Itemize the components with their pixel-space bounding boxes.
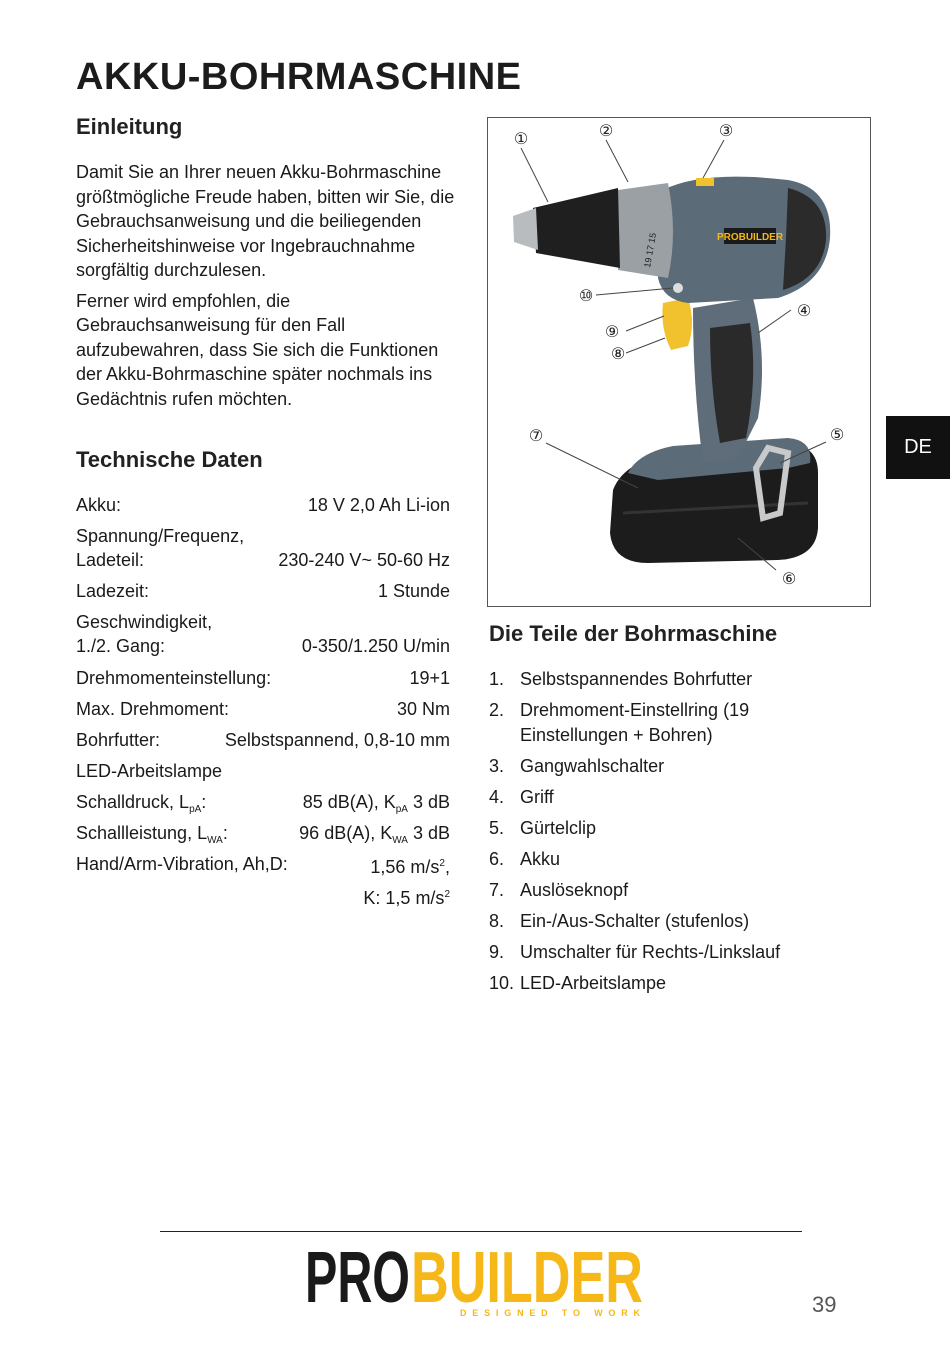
spec-label: Hand/Arm-Vibration, Ah,D: — [76, 854, 288, 874]
spec-label: LED-Arbeitslampe — [76, 761, 223, 781]
callout-10: ⑩ — [578, 286, 594, 305]
spec-label: Max. Drehmoment: — [76, 699, 230, 719]
callout-6: ⑥ — [781, 569, 797, 588]
intro-text — [76, 160, 468, 417]
page-number: 39 — [812, 1292, 837, 1317]
spec-label: Schallleistung, $L_{WA}$: — [76, 823, 228, 846]
spec-value: Selbstspannend, 0,8-10 mm — [224, 730, 450, 750]
spec-value: 30 Nm — [396, 699, 450, 719]
list-item: 7. Auslöseknopf — [489, 879, 629, 900]
parts-heading: Die Teile der Bohrmaschine — [489, 621, 778, 646]
callout-4: ④ — [796, 301, 812, 320]
callout-3: ③ — [718, 121, 734, 140]
callout-5: ⑤ — [829, 425, 845, 444]
chuck-tip — [513, 208, 538, 250]
callout-1: ① — [513, 129, 529, 148]
spec-label: Schalldruck, $L_{pA}$: — [76, 792, 207, 815]
spec-label: Geschwindigkeit, — [76, 612, 213, 632]
callout-9: ⑨ — [604, 322, 620, 341]
logo-tagline: DESIGNED TO WORK — [460, 1308, 640, 1318]
footer-divider — [160, 1231, 802, 1232]
intro-paragraph: Ferner wird empfohlen, die Gebrauchsanweisung für den Fall aufzubewahren, dass Sie sich die Funktionen der Akku-Bohrmaschine später nochmals ins Gedächtnis rufen möchten. — [76, 290, 439, 409]
drill-figure — [487, 117, 871, 607]
spec-label: Ladezeit: — [76, 581, 150, 601]
spec-value: 96 dB(A), $K_{WA}$ 3 dB — [299, 823, 450, 846]
spec-value: 0-350/1.250 U/min — [301, 636, 450, 656]
list-item: 8. Ein-/Aus-Schalter (stufenlos) — [489, 910, 750, 931]
list-item: 9. Umschalter für Rechts-/Linkslauf — [489, 941, 781, 962]
brand-badge: PROBUILDER — [716, 232, 784, 243]
list-item: 2. Drehmoment-Einstellring (19 Einstellungen + Bohren) — [489, 700, 750, 745]
list-item: 1. Selbstspannendes Bohrfutter — [489, 669, 753, 689]
logo-builder: BUILDER — [411, 1238, 643, 1318]
probuilder-logo — [305, 1238, 650, 1322]
spec-value: 230-240 V~ 50-60 Hz — [278, 550, 450, 570]
chuck — [533, 188, 620, 268]
spec-label: Akku: — [76, 495, 122, 515]
spec-value: 1,56 $m/s^2$, — [370, 857, 450, 877]
spec-value: K: 1,5 $m/s^2$ — [363, 888, 450, 908]
logo-pro: PRO — [305, 1238, 410, 1318]
list-item: 4. Griff — [489, 786, 554, 807]
spec-label: Spannung/Frequenz, — [76, 526, 245, 546]
gear-selector — [696, 178, 714, 186]
parts-list — [489, 667, 829, 1002]
list-item: 5. Gürtelclip — [489, 817, 597, 838]
spec-label: 1./2. Gang: — [76, 636, 166, 656]
callout-8: ⑧ — [610, 344, 626, 363]
spec-value: 18 V 2,0 Ah Li-ion — [307, 495, 450, 515]
language-tab: DE — [886, 416, 950, 479]
spec-label: Bohrfutter: — [76, 730, 161, 750]
callout-2: ② — [598, 121, 614, 140]
page-title: AKKU-BOHRMASCHINE — [76, 56, 522, 98]
spec-label: Ladeteil: — [76, 550, 145, 570]
callout-7: ⑦ — [528, 426, 544, 445]
tech-heading: Technische Daten — [76, 447, 263, 472]
list-item: 6. Akku — [489, 848, 561, 869]
intro-heading: Einleitung — [76, 114, 183, 139]
drill-illustration — [488, 118, 869, 605]
spec-value: 19+1 — [409, 668, 450, 688]
torque-digits: 19 17 15 — [642, 232, 659, 269]
trigger-switch — [662, 298, 692, 350]
intro-paragraph: Damit Sie an Ihrer neuen Akku-Bohrmaschine größtmögliche Freude haben, bitten wir Sie, die Gebrauchsanweisung und die beiliegenden Sicherheitshinweise vor Ingebrauchnahme sorgfältig durchzulesen. — [76, 162, 455, 280]
spec-value: 85 dB(A), $K_{pA}$ 3 dB — [302, 792, 450, 815]
list-item: 3. Gangwahlschalter — [489, 755, 665, 776]
list-item: 10. LED-Arbeitslampe — [489, 972, 667, 993]
spec-value: 1 Stunde — [377, 581, 450, 601]
spec-label: Drehmomenteinstellung: — [76, 668, 272, 688]
led-light — [673, 283, 683, 293]
